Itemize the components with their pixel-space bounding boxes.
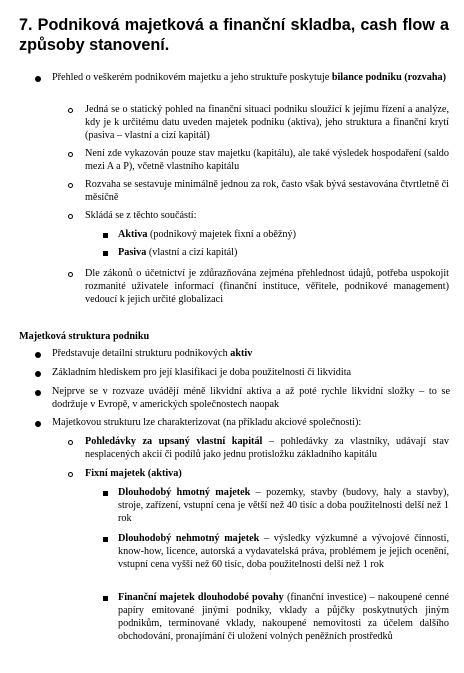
item-bold: Pasiva (118, 247, 147, 258)
list-item: Rozvaha se sestavuje minimálně jednou za rok, často však bývá sestavována čtvrtletně či měsíčně (85, 179, 449, 203)
list-item: Majetkovou strukturu lze charakterizovat (na příkladu akciové společnosti): (52, 417, 362, 428)
square-bullet-icon (103, 233, 108, 238)
square-bullet-icon (103, 596, 108, 601)
circle-bullet-icon (68, 108, 73, 113)
circle-bullet-icon (68, 472, 73, 477)
list-item (85, 467, 449, 480)
list-item: Základním hlediskem pro její klasifikaci je doba použitelnosti či likvidita (52, 367, 352, 378)
bullet-icon (35, 76, 41, 82)
list-item (52, 347, 450, 360)
circle-bullet-icon (68, 272, 73, 277)
list-item-aktiva (118, 228, 448, 241)
intro-text: Přehled o veškerém podnikovém majetku a jeho struktuře poskytuje (52, 72, 332, 83)
intro-paragraph (52, 71, 450, 84)
item-text: – pohledávky za vlastníky, udávají stav nesplacených akcií či podílů jako jednu protisložku základního kapitálu (85, 436, 449, 460)
list-item (85, 435, 449, 461)
intro-bold: bilance podniku (rozvaha) (331, 72, 446, 83)
page-title: 7. Podniková majetková a finanční skladba, cash flow a způsoby stanovení. (19, 16, 449, 54)
item-bold: Fixní majetek (aktiva) (85, 468, 182, 479)
circle-bullet-icon (68, 440, 73, 445)
item-bold: aktiv (230, 348, 253, 359)
item-text: Představuje detailní strukturu podnikových (52, 348, 231, 359)
item-bold: Dlouhodobý hmotný majetek (118, 487, 251, 498)
item-text: (podnikový majetek fixní a oběžný) (147, 229, 296, 240)
item-text: – pozemky, stavby (budovy, haly a stavby), stroje, zařízení, vstupní cena je větší než 40 tisíc a doba použitelnosti delší než 1 rok (118, 487, 450, 524)
item-text: (vlastní a cizí kapitál) (146, 247, 238, 258)
section-heading: Majetková struktura podniku (19, 331, 150, 342)
item-bold: Dlouhodobý nehmotný majetek (118, 533, 260, 544)
item-text: – výsledky výzkumné a vývojové činnosti, know-how, licence, autorská a vydavatelská práva, problémem je jejich ocenění, vstupní cena vyšší než 60 tisíc, doba použitelnosti delší než 1 rok (118, 533, 449, 570)
square-bullet-icon (103, 537, 108, 542)
list-item (118, 591, 449, 643)
square-bullet-icon (103, 251, 108, 256)
list-item: Nejprve se v rozvaze uvádějí méně likvidní aktiva a až poté rychle likvidní složky – to se dodržuje v Evropě, v amerických společnostech naopak (52, 386, 450, 410)
circle-bullet-icon (68, 214, 73, 219)
item-bold: Aktiva (118, 229, 148, 240)
list-item (118, 532, 449, 571)
bullet-icon (35, 421, 41, 427)
item-text: (finanční investice) – nakoupené cenné papíry emitované jinými podniky, vklady a půjčky poskytnutých jiným podnikům, terminované vklady, nakoupené nemovitosti za účelem dalšího obchodování, pronajímání či uložení volných peněžních prostředků (118, 592, 449, 642)
item-bold: Finanční majetek dlouhodobé povahy (118, 592, 284, 603)
bullet-icon (35, 352, 41, 358)
item-bold: Pohledávky za upsaný vlastní kapitál (85, 436, 263, 447)
circle-bullet-icon (68, 183, 73, 188)
list-item (118, 486, 449, 525)
list-item: Skládá se z těchto součástí: (85, 210, 197, 221)
bullet-icon (35, 371, 41, 377)
circle-bullet-icon (68, 152, 73, 157)
list-item: Jedná se o statický pohled na finanční situaci podniku sloužící k jejímu řízení a analýze, kdy je k určitému datu uveden majetek podniku (aktiva), jeho struktura a finanční krytí (pasiva – vlastní a cizí kapitál) (85, 104, 449, 141)
list-item: Není zde vykazován pouze stav majetku (kapitálu), ale také výsledek hospodaření (saldo mezi A a P), včetně vlastního kapitálu (85, 148, 449, 172)
list-item: Dle zákonů o účetnictví je zdůrazňována zejména přehlednost údajů, potřeba uspokojit rozmanité uživatele informací (finanční instituce, věřitele, podnikové management) vedoucí k jejich určité globalizaci (85, 268, 449, 305)
square-bullet-icon (103, 491, 108, 496)
bullet-icon (35, 390, 41, 396)
list-item-pasiva (118, 246, 448, 259)
